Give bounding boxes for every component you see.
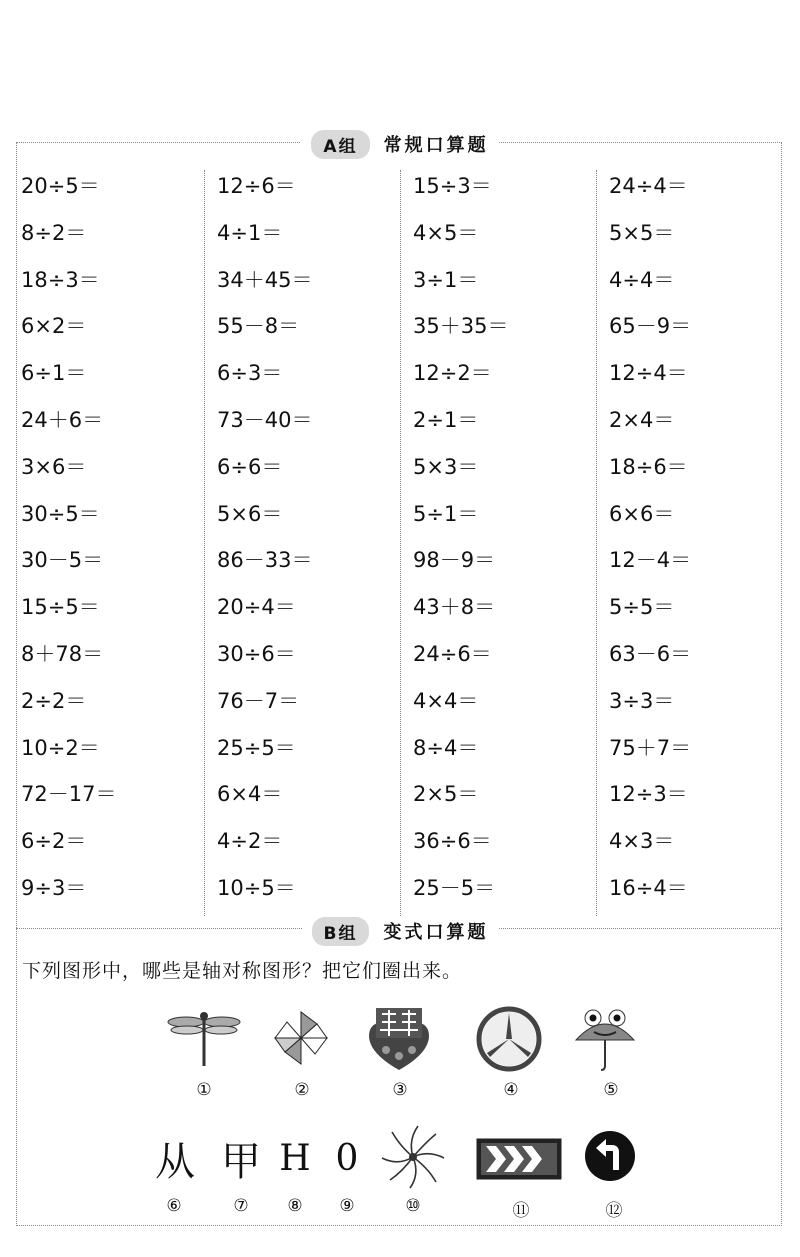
- arithmetic-problem: 75＋7＝: [609, 735, 692, 760]
- arithmetic-problem: 15÷3＝: [413, 174, 492, 198]
- arithmetic-problem: 10÷2＝: [21, 735, 100, 760]
- figure-number: ⑥: [166, 1196, 182, 1216]
- arithmetic-problem: 73－40＝: [217, 408, 313, 432]
- arithmetic-problem: 24＋6＝: [21, 408, 104, 432]
- character-glyph: 从: [155, 1138, 195, 1185]
- arithmetic-problem: 34＋45＝: [217, 267, 313, 292]
- figure-9[interactable]: [330, 1128, 364, 1188]
- figure-4[interactable]: [476, 1006, 542, 1072]
- section-b-title: 变式口算题: [383, 922, 489, 943]
- arithmetic-problem: 24÷4＝: [609, 174, 688, 198]
- arithmetic-problem: 20÷4＝: [217, 595, 296, 620]
- figure-number: ⑧: [287, 1196, 303, 1216]
- arithmetic-problem: 43＋8＝: [413, 595, 496, 620]
- arithmetic-problem: 5×6＝: [217, 501, 283, 526]
- figure-number: ⑤: [603, 1080, 619, 1100]
- arithmetic-problem: 6÷2＝: [21, 829, 87, 854]
- problem-column-3: [410, 162, 600, 914]
- arithmetic-problem: 20÷5＝: [21, 174, 100, 198]
- figure-12[interactable]: [584, 1130, 636, 1182]
- arithmetic-problem: 2÷2＝: [21, 688, 87, 713]
- figure-number: ②: [294, 1080, 310, 1100]
- arithmetic-problem: 63－6＝: [609, 642, 692, 666]
- arithmetic-problem: 36÷6＝: [413, 829, 492, 854]
- arithmetic-problem: 18÷6＝: [609, 454, 688, 479]
- figure-number: ⑪: [512, 1201, 530, 1221]
- pinwheel-icon: [270, 1008, 332, 1068]
- arithmetic-problem: 9÷3＝: [21, 876, 87, 900]
- arithmetic-problem: 6×4＝: [217, 782, 283, 807]
- figure-7[interactable]: [216, 1128, 266, 1188]
- arithmetic-problem: 98－9＝: [413, 548, 496, 573]
- figure-number: ⑩: [405, 1196, 421, 1216]
- arithmetic-problem: 2×4＝: [609, 408, 675, 432]
- figure-number: ⑨: [339, 1196, 355, 1216]
- arithmetic-problem: 30÷5＝: [21, 501, 100, 526]
- arithmetic-problem: 12÷3＝: [609, 782, 688, 807]
- character-glyph: H: [279, 1137, 311, 1179]
- arithmetic-problem: 8＋78＝: [21, 642, 104, 666]
- figure-number: ③: [392, 1080, 408, 1100]
- frog-umbrella-icon: [572, 1004, 638, 1072]
- arithmetic-problem: 6×2＝: [21, 314, 87, 339]
- arithmetic-problem: 2×5＝: [413, 782, 479, 807]
- arithmetic-problem: 8÷4＝: [413, 735, 479, 760]
- figure-8[interactable]: [278, 1128, 312, 1188]
- arithmetic-problem: 16÷4＝: [609, 876, 688, 900]
- arithmetic-problem: 4×3＝: [609, 829, 675, 854]
- arithmetic-problem: 12÷4＝: [609, 361, 688, 386]
- section-b-badge: B组: [312, 917, 370, 946]
- figure-6[interactable]: [150, 1128, 200, 1188]
- arithmetic-problem: 4÷1＝: [217, 220, 283, 245]
- double-happiness-icon: [364, 1004, 434, 1072]
- arithmetic-problem: 55－8＝: [217, 314, 300, 339]
- figure-2[interactable]: [270, 1008, 332, 1068]
- arithmetic-problem: 4÷4＝: [609, 267, 675, 292]
- arithmetic-problem: 6÷6＝: [217, 454, 283, 479]
- arithmetic-problem: 12－4＝: [609, 548, 692, 573]
- arithmetic-problem: 6×6＝: [609, 501, 675, 526]
- swirl-sun-icon: [378, 1122, 448, 1192]
- turn-left-sign-icon: [584, 1130, 636, 1182]
- arithmetic-problem: 4×5＝: [413, 220, 479, 245]
- figure-3[interactable]: [364, 1004, 434, 1072]
- arithmetic-problem: 65－9＝: [609, 314, 692, 339]
- arithmetic-problem: 3÷3＝: [609, 688, 675, 713]
- arithmetic-problem: 24÷6＝: [413, 642, 492, 666]
- figure-10[interactable]: [378, 1122, 448, 1192]
- section-a-badge: A组: [311, 130, 369, 159]
- section-a-header: [0, 130, 800, 158]
- arithmetic-problem: 10÷5＝: [217, 876, 296, 900]
- arithmetic-problem: 12÷2＝: [413, 361, 492, 386]
- figure-11[interactable]: [476, 1138, 562, 1180]
- problem-column-1: [18, 162, 208, 914]
- problem-column-4: [606, 162, 796, 914]
- arithmetic-problem: 5÷5＝: [609, 595, 675, 620]
- arithmetic-problem: 18÷3＝: [21, 267, 100, 292]
- arithmetic-problem: 25÷5＝: [217, 735, 296, 760]
- arithmetic-problem: 3÷1＝: [413, 267, 479, 292]
- figure-1[interactable]: [166, 1008, 242, 1068]
- arithmetic-problem: 5×3＝: [413, 454, 479, 479]
- mercedes-logo-icon: [476, 1006, 542, 1072]
- chevron-sign-icon: [476, 1138, 562, 1180]
- figure-number: ①: [196, 1080, 212, 1100]
- arithmetic-problem: 8÷2＝: [21, 220, 87, 245]
- character-glyph: 0: [335, 1137, 359, 1179]
- arithmetic-problem: 72－17＝: [21, 782, 117, 807]
- problem-column-2: [214, 162, 404, 914]
- arithmetic-problem: 5×5＝: [609, 220, 675, 245]
- arithmetic-problem: 4÷2＝: [217, 829, 283, 854]
- arithmetic-problem: 6÷1＝: [21, 361, 87, 386]
- figure-number: ④: [503, 1080, 519, 1100]
- arithmetic-problem: 5÷1＝: [413, 501, 479, 526]
- arithmetic-problem: 30－5＝: [21, 548, 104, 573]
- figure-number: ⑦: [233, 1196, 249, 1216]
- arithmetic-problem: 12÷6＝: [217, 174, 296, 198]
- section-a-title: 常规口算题: [383, 135, 489, 156]
- dragonfly-icon: [166, 1008, 242, 1068]
- arithmetic-problem: 3×6＝: [21, 454, 87, 479]
- arithmetic-problem: 25－5＝: [413, 876, 496, 900]
- figure-number: ⑫: [605, 1201, 623, 1221]
- arithmetic-problem: 2÷1＝: [413, 408, 479, 432]
- question-text: 下列图形中，哪些是轴对称图形？把它们圈出来。: [22, 960, 463, 982]
- arithmetic-problem: 6÷3＝: [217, 361, 283, 386]
- arithmetic-problem: 86－33＝: [217, 548, 313, 573]
- problem-grid: [18, 162, 782, 914]
- arithmetic-problem: 30÷6＝: [217, 642, 296, 666]
- arithmetic-problem: 15÷5＝: [21, 595, 100, 620]
- character-glyph: 甲: [221, 1138, 261, 1185]
- arithmetic-problem: 76－7＝: [217, 688, 300, 713]
- arithmetic-problem: 4×4＝: [413, 688, 479, 713]
- arithmetic-problem: 35＋35＝: [413, 314, 509, 339]
- section-b-header: [0, 917, 800, 945]
- figure-5[interactable]: [572, 1004, 638, 1072]
